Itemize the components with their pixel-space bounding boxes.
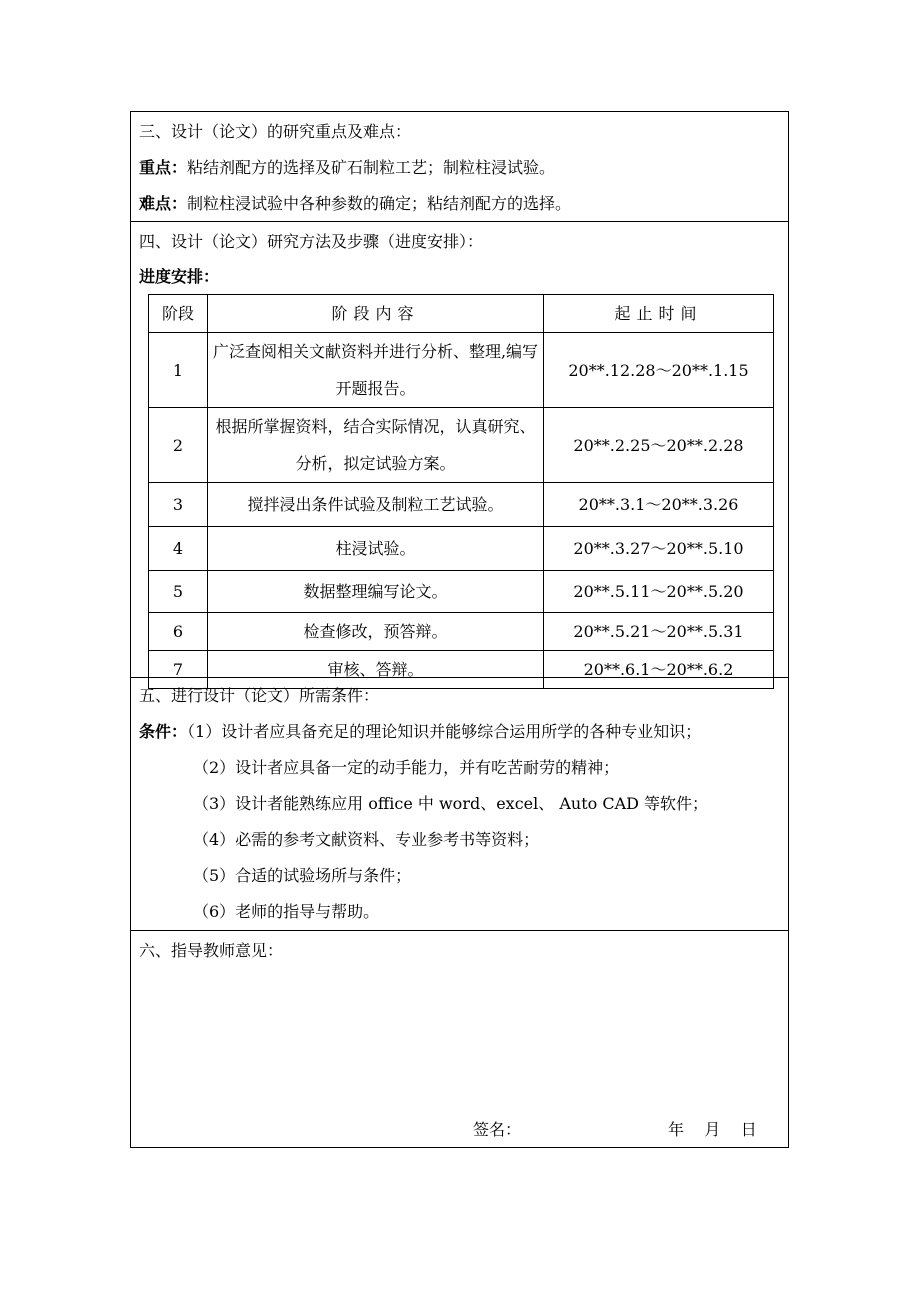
key-points-line — [139, 158, 555, 178]
content-cell: 搅拌浸出条件试验及制粒工艺试验。 — [208, 483, 544, 527]
difficulties-line — [139, 194, 571, 214]
content-cell: 广泛查阅相关文献资料并进行分析、整理,编写开题报告。 — [208, 333, 544, 408]
table-row — [149, 651, 774, 689]
section6-heading: 六、指导教师意见： — [139, 941, 284, 960]
header-stage: 阶段 — [149, 295, 208, 333]
divider — [131, 677, 788, 678]
conditions-first-line — [139, 722, 701, 742]
period-cell: 20**.3.1～20**.3.26 — [544, 483, 774, 527]
stage-cell: 2 — [149, 408, 208, 483]
conditions-label: 条件： — [139, 722, 188, 741]
stage-cell: 1 — [149, 333, 208, 408]
schedule-table — [148, 294, 774, 689]
stage-cell: 3 — [149, 483, 208, 527]
section4-heading: 四、设计（论文）研究方法及步骤（进度安排）： — [139, 232, 484, 251]
table-row — [149, 527, 774, 571]
period-cell: 20**.5.21～20**.5.31 — [544, 613, 774, 651]
content-cell: 柱浸试验。 — [208, 527, 544, 571]
section3-heading: 三、设计（论文）的研究重点及难点： — [139, 122, 412, 141]
header-period: 起止时间 — [544, 295, 774, 333]
schedule-label: 进度安排： — [139, 267, 220, 286]
content-cell: 审核、答辩。 — [208, 651, 544, 689]
table-row — [149, 408, 774, 483]
stage-cell: 6 — [149, 613, 208, 651]
period-cell: 20**.5.11～20**.5.20 — [544, 571, 774, 613]
period-cell: 20**.6.1～20**.6.2 — [544, 651, 774, 689]
content-cell: 根据所掌握资料，结合实际情况，认真研究、分析，拟定试验方案。 — [208, 408, 544, 483]
divider — [131, 930, 788, 931]
difficulties-label: 难点： — [139, 194, 188, 213]
divider — [131, 221, 788, 222]
stage-cell: 7 — [149, 651, 208, 689]
table-row — [149, 571, 774, 613]
content-cell: 数据整理编写论文。 — [208, 571, 544, 613]
condition-item: （4）必需的参考文献资料、专业参考书等资料； — [193, 830, 540, 849]
period-cell: 20**.12.28～20**.1.15 — [544, 333, 774, 408]
section5-heading: 五、进行设计（论文）所需条件： — [139, 686, 380, 705]
header-content: 阶段内容 — [208, 295, 544, 333]
stage-cell: 5 — [149, 571, 208, 613]
condition-item: （6）老师的指导与帮助。 — [193, 902, 380, 921]
signature-label: 签名： — [473, 1120, 522, 1139]
condition-item: （1）设计者应具备充足的理论知识并能够综合运用所学的各种专业知识； — [187, 722, 702, 741]
table-row — [149, 613, 774, 651]
condition-item: （2）设计者应具备一定的动手能力，并有吃苦耐劳的精神； — [193, 758, 620, 777]
period-cell: 20**.2.25～20**.2.28 — [544, 408, 774, 483]
key-points-label: 重点： — [139, 158, 188, 177]
table-header-row — [149, 295, 774, 333]
condition-item: （5）合适的试验场所与条件； — [193, 866, 412, 885]
difficulties-text: 制粒柱浸试验中各种参数的确定；粘结剂配方的选择。 — [187, 194, 572, 213]
date-label: 年 月 日 — [668, 1120, 757, 1139]
stage-cell: 4 — [149, 527, 208, 571]
period-cell: 20**.3.27～20**.5.10 — [544, 527, 774, 571]
proposal-form-frame — [130, 111, 789, 1148]
key-points-text: 粘结剂配方的选择及矿石制粒工艺；制粒柱浸试验。 — [187, 158, 556, 177]
content-cell: 检查修改，预答辩。 — [208, 613, 544, 651]
condition-item: （3）设计者能熟练应用 office 中 word、excel、 Auto CAD 等软件； — [193, 794, 709, 813]
table-row — [149, 333, 774, 408]
table-row — [149, 483, 774, 527]
